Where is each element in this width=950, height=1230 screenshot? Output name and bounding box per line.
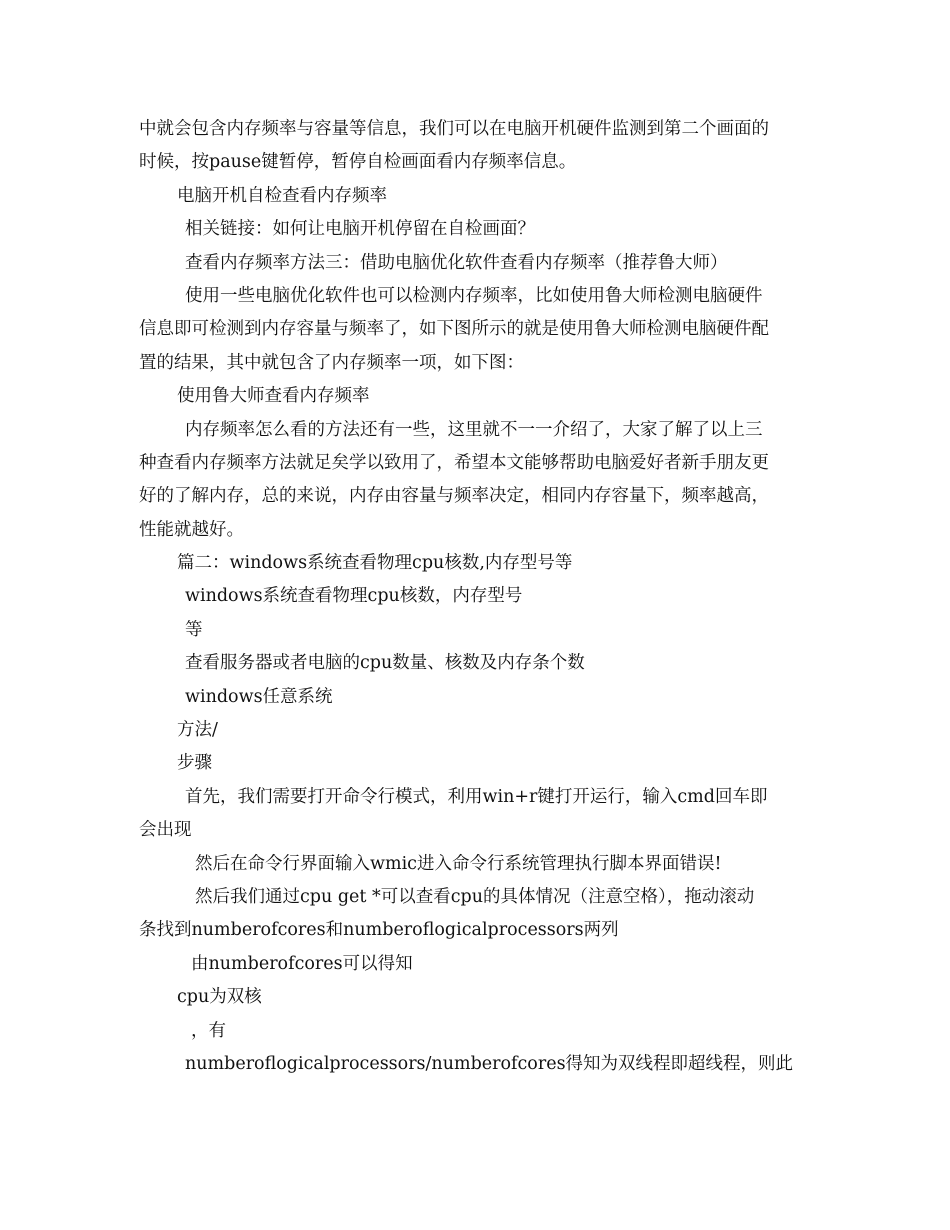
text-line: 等 xyxy=(185,619,203,640)
text-line: windows任意系统 xyxy=(185,686,333,707)
text-line: 首先，我们需要打开命令行模式，利用win+r键打开运行，输入cmd回车即 xyxy=(185,786,768,807)
text-line: 由numberofcores可以得知 xyxy=(191,953,413,974)
text-line: 好的了解内存，总的来说，内存由容量与频率决定，相同内存容量下，频率越高， xyxy=(139,486,769,507)
text-line: 信息即可检测到内存容量与频率了，如下图所示的就是使用鲁大师检测电脑硬件配 xyxy=(139,319,769,340)
section-heading: 查看内存频率方法三：借助电脑优化软件查看内存频率（推荐鲁大师） xyxy=(185,252,728,273)
text-line: 然后我们通过cpu get *可以查看cpu的具体情况（注意空格），拖动滚动 xyxy=(195,886,755,907)
text-line: windows系统查看物理cpu核数，内存型号 xyxy=(185,586,523,607)
text-line: 使用一些电脑优化软件也可以检测内存频率，比如使用鲁大师检测电脑硬件 xyxy=(185,285,763,306)
text-line: 然后在命令行界面输入wmic进入命令行系统管理执行脚本界面错误! xyxy=(195,853,722,874)
text-line: 步骤 xyxy=(177,753,212,774)
article-heading: 篇二：windows系统查看物理cpu核数,内存型号等 xyxy=(177,553,573,574)
document-body xyxy=(139,113,815,1081)
text-line: 置的结果，其中就包含了内存频率一项，如下图： xyxy=(139,352,524,373)
image-caption: 电脑开机自检查看内存频率 xyxy=(177,185,387,206)
text-line: 内存频率怎么看的方法还有一些，这里就不一一介绍了，大家了解了以上三 xyxy=(185,419,763,440)
text-line: 种查看内存频率方法就足矣学以致用了，希望本文能够帮助电脑爱好者新手朋友更 xyxy=(139,452,769,473)
related-link-line: 相关链接：如何让电脑开机停留在自检画面？ xyxy=(185,219,535,240)
text-line: numberoflogicalprocessors/numberofcores得知为双线程即超线程，则此 xyxy=(185,1053,794,1074)
text-line: 性能就越好。 xyxy=(139,519,244,540)
text-line: 方法/ xyxy=(177,720,218,741)
text-line: 会出现 xyxy=(139,820,192,841)
text-line: 时候，按pause键暂停，暂停自检画面看内存频率信息。 xyxy=(139,152,577,173)
image-caption: 使用鲁大师查看内存频率 xyxy=(177,386,370,407)
text-line: cpu为双核 xyxy=(177,987,262,1008)
text-line: 中就会包含内存频率与容量等信息，我们可以在电脑开机硬件监测到第二个画面的 xyxy=(139,119,769,139)
text-line: 条找到numberofcores和numberoflogicalprocessors两列 xyxy=(139,920,619,941)
text-line: 查看服务器或者电脑的cpu数量、核数及内存条个数 xyxy=(185,653,585,674)
text-line: ，有 xyxy=(191,1020,226,1041)
